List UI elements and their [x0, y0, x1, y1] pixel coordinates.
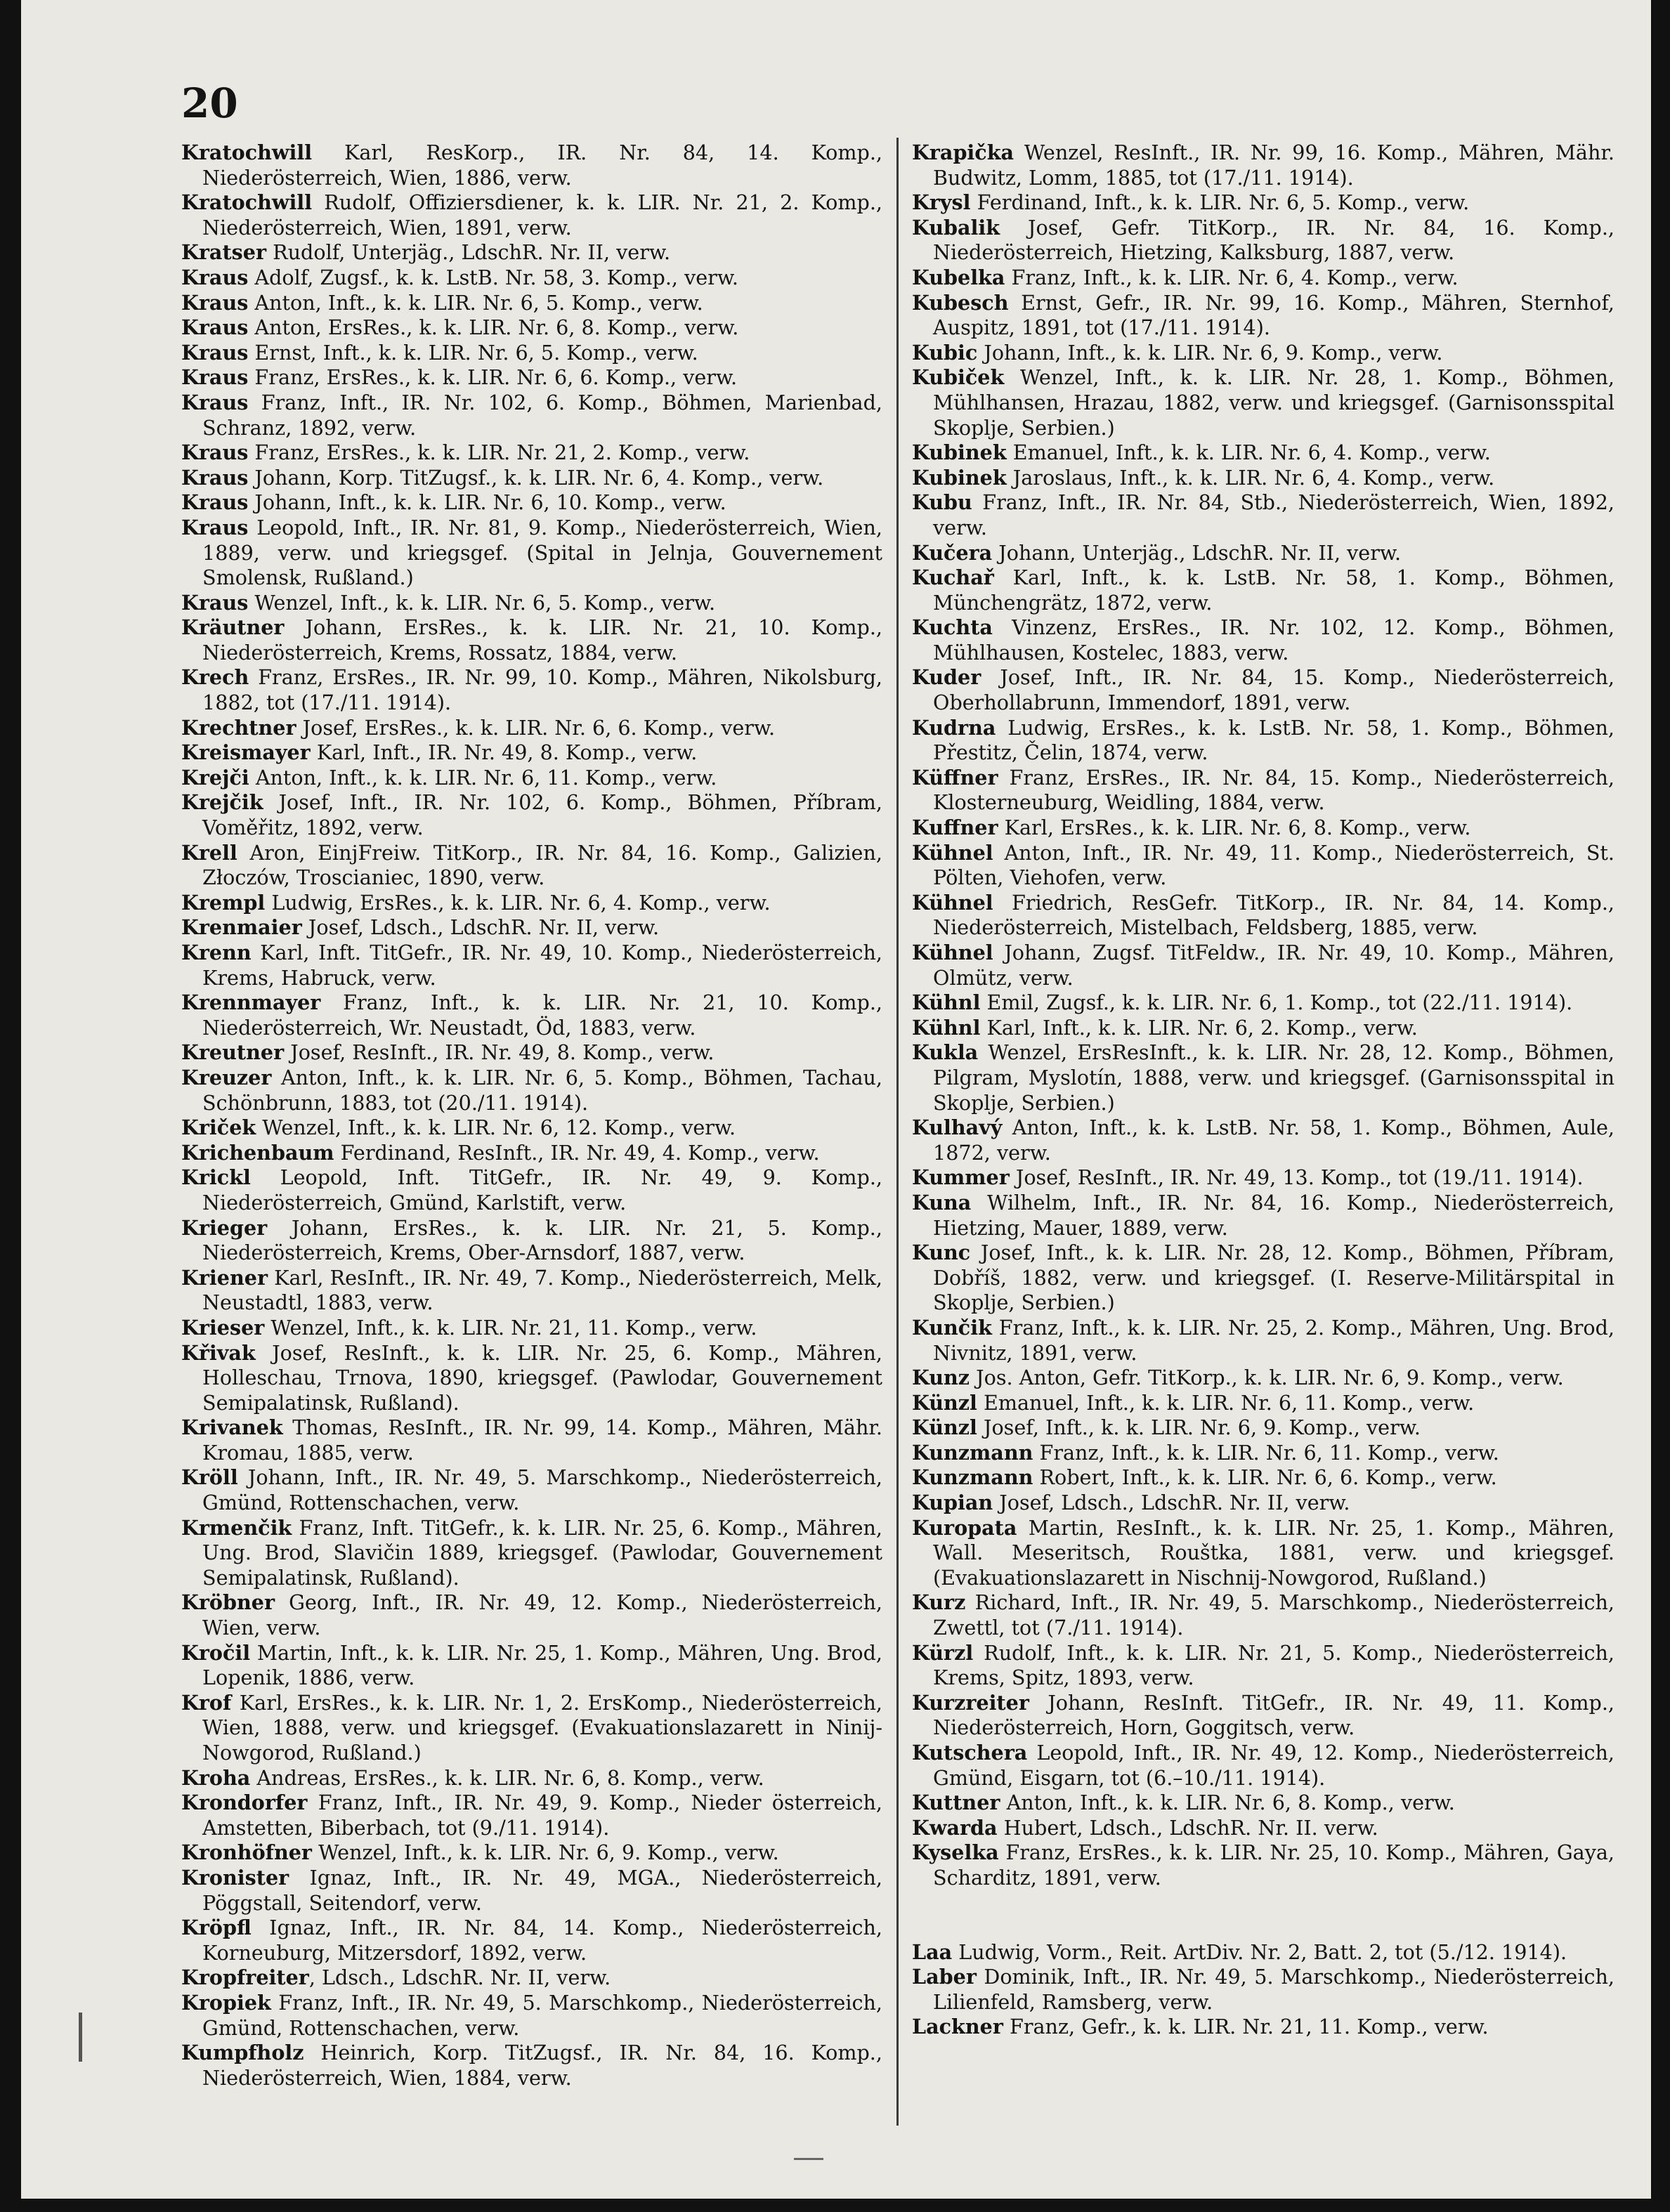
register-entry	[181, 240, 882, 266]
entry-details: Robert, Inft., k. k. LIR. Nr. 6, 6. Komp., verw.	[1033, 1465, 1497, 1490]
entry-surname: Kratochwill	[181, 190, 313, 215]
entry-surname: Kurz	[912, 1590, 966, 1615]
register-entry	[181, 1341, 882, 1416]
entry-details: Emanuel, Inft., k. k. LIR. Nr. 6, 11. Komp., verw.	[977, 1390, 1475, 1415]
register-entry	[181, 615, 882, 665]
entry-surname: Kröbner	[181, 1590, 275, 1615]
entry-surname: Kronhöfner	[181, 1840, 312, 1865]
entry-surname: Kraus	[181, 440, 249, 465]
register-entry	[181, 915, 882, 941]
entry-surname: Krmenčik	[181, 1515, 292, 1540]
entry-details: Adolf, Zugsf., k. k. LstB. Nr. 58, 3. Komp., verw.	[248, 265, 738, 289]
entry-surname: Kroha	[181, 1765, 251, 1790]
entry-surname: Kučera	[912, 540, 993, 565]
entry-details: Anton, Inft., k. k. LIR. Nr. 6, 5. Komp., verw.	[248, 290, 703, 315]
entry-surname: Krof	[181, 1690, 232, 1715]
register-entry	[912, 1415, 1614, 1441]
register-entry	[912, 216, 1614, 266]
entry-details: Rudolf, Offiziersdiener, k. k. LIR. Nr. 21, 2. Komp., Niederösterreich, Wien, 1891, verw.	[202, 190, 882, 240]
entry-details: Leopold, Inft., IR. Nr. 81, 9. Komp., Niederösterreich, Wien, 1889, verw. und kriegsgef. (Spital in Jelnja, Gouvernement Smolensk, Rußland.)	[202, 515, 882, 590]
entry-details: Franz, Inft., k. k. LIR. Nr. 25, 2. Komp., Mähren, Ung. Brod, Nivnitz, 1891, verw.	[933, 1315, 1614, 1365]
entry-surname: Lackner	[912, 2015, 1003, 2039]
entry-surname: Krejčik	[181, 790, 263, 815]
entry-surname: Kraus	[181, 290, 249, 315]
register-entry	[912, 1366, 1614, 1391]
entry-details: Franz, ErsRes., k. k. LIR. Nr. 21, 2. Komp., verw.	[248, 440, 750, 465]
entry-surname: Kreismayer	[181, 740, 311, 765]
entry-surname: Kraus	[181, 340, 249, 365]
entry-details: Ferdinand, Inft., k. k. LIR. Nr. 6, 5. Komp., verw.	[970, 190, 1470, 215]
entry-details: Anton, Inft., k. k. LIR. Nr. 6, 11. Komp., verw.	[249, 765, 717, 790]
register-entry	[912, 1465, 1614, 1491]
entry-surname: Küffner	[912, 765, 998, 790]
register-entry	[912, 615, 1614, 665]
entry-surname: Kunzmann	[912, 1440, 1033, 1465]
register-entry	[181, 391, 882, 440]
entry-surname: Kukla	[912, 1040, 979, 1065]
entry-details: Leopold, Inft. TitGefr., IR. Nr. 49, 9. Komp., Niederösterreich, Gmünd, Karlstift, verw.	[202, 1165, 882, 1215]
entry-surname: Kuropata	[912, 1515, 1017, 1540]
entry-details: Wenzel, Inft., k. k. LIR. Nr. 6, 12. Komp., verw.	[256, 1115, 736, 1140]
entry-surname: Krell	[181, 840, 237, 865]
entry-details: , Ldsch., LdschR. Nr. II, verw.	[308, 1965, 611, 1990]
register-entry	[181, 1066, 882, 1115]
register-entry	[181, 341, 882, 366]
register-entry	[912, 1441, 1614, 1466]
entry-details: Rudolf, Unterjäg., LdschR. Nr. II, verw.	[266, 240, 671, 265]
entry-surname: Kubalik	[912, 215, 1000, 240]
register-entry	[912, 1691, 1614, 1741]
entry-surname: Kunčik	[912, 1315, 992, 1340]
entry-surname: Kriček	[181, 1115, 256, 1140]
entry-surname: Krieger	[181, 1215, 268, 1240]
register-entry	[912, 1165, 1614, 1191]
register-entry	[181, 1991, 882, 2041]
entry-surname: Kröpfl	[181, 1916, 252, 1940]
entry-surname: Kraus	[181, 490, 249, 515]
entry-details: Ignaz, Inft., IR. Nr. 84, 14. Komp., Niederösterreich, Korneuburg, Mitzersdorf, 1892, verw.	[202, 1916, 882, 1965]
entry-surname: Kupian	[912, 1491, 993, 1515]
entry-details: Johann, Inft., IR. Nr. 49, 5. Marschkomp., Niederösterreich, Gmünd, Rottenschachen, verw.	[202, 1465, 882, 1515]
entry-surname: Krieser	[181, 1315, 265, 1340]
entry-surname: Kumpfholz	[181, 2041, 304, 2065]
entry-surname: Kühnel	[912, 840, 993, 865]
entry-surname: Kuffner	[912, 816, 998, 840]
entry-details: Johann, Korp. TitZugsf., k. k. LIR. Nr. 6, 4. Komp., verw.	[248, 465, 824, 490]
entry-details: Johann, ErsRes., k. k. LIR. Nr. 21, 5. Komp., Niederösterreich, Krems, Ober-Arnsdorf, 1887, verw.	[202, 1215, 882, 1265]
register-entry	[181, 291, 882, 316]
entry-details: Karl, ErsRes., k. k. LIR. Nr. 6, 8. Komp., verw.	[998, 816, 1471, 840]
register-entry	[912, 716, 1614, 766]
register-entry	[912, 1791, 1614, 1816]
entry-surname: Kröll	[181, 1465, 238, 1490]
entry-surname: Kraus	[181, 365, 249, 390]
entry-details: Josef, ErsRes., k. k. LIR. Nr. 6, 6. Komp., verw.	[296, 715, 776, 740]
entry-details: Vinzenz, ErsRes., IR. Nr. 102, 12. Komp., Böhmen, Mühlhausen, Kostelec, 1883, verw.	[933, 615, 1614, 665]
entry-surname: Kühnl	[912, 1015, 981, 1040]
entry-details: Ferdinand, ResInft., IR. Nr. 49, 4. Komp., verw.	[334, 1140, 820, 1165]
entry-surname: Kubu	[912, 490, 972, 515]
entry-details: Martin, Inft., k. k. LIR. Nr. 25, 1. Komp., Mähren, Ung. Brod, Lopenik, 1886, verw.	[202, 1640, 882, 1690]
entry-surname: Kreuzer	[181, 1065, 272, 1089]
entry-details: Wenzel, Inft., k. k. LIR. Nr. 6, 9. Komp., verw.	[312, 1840, 779, 1865]
entry-surname: Kräutner	[181, 615, 285, 640]
register-entry	[912, 1641, 1614, 1691]
entry-details: Josef, Ldsch., LdschR. Nr. II, verw.	[301, 915, 660, 940]
register-entry	[912, 1491, 1614, 1516]
register-entry	[912, 1816, 1614, 1841]
entry-surname: Křivak	[181, 1340, 256, 1365]
register-entry	[181, 466, 882, 491]
entry-surname: Kuder	[912, 665, 981, 690]
entry-surname: Krondorfer	[181, 1791, 308, 1815]
entry-surname: Krichenbaum	[181, 1140, 334, 1165]
register-entry	[181, 740, 882, 766]
entry-details: Friedrich, ResGefr. TitKorp., IR. Nr. 84, 14. Komp., Niederösterreich, Mistelbach, Feldsberg, 1885, verw.	[933, 890, 1614, 940]
register-entry	[181, 1141, 882, 1166]
register-entry	[912, 140, 1614, 190]
register-entry	[181, 1516, 882, 1591]
entry-details: Jos. Anton, Gefr. TitKorp., k. k. LIR. Nr. 6, 9. Komp., verw.	[970, 1366, 1564, 1390]
entry-surname: Krickl	[181, 1165, 251, 1190]
register-entry	[912, 1516, 1614, 1591]
register-entry	[181, 1691, 882, 1766]
entry-surname: Krech	[181, 665, 249, 690]
register-entry	[181, 591, 882, 616]
entry-surname: Kubinek	[912, 465, 1007, 490]
entry-details: Johann, Inft., k. k. LIR. Nr. 6, 10. Komp., verw.	[248, 490, 726, 515]
entry-details: Georg, Inft., IR. Nr. 49, 12. Komp., Niederösterreich, Wien, verw.	[202, 1590, 882, 1640]
entry-details: Hubert, Ldsch., LdschR. Nr. II. verw.	[997, 1815, 1378, 1840]
entry-surname: Kronister	[181, 1865, 289, 1890]
entry-surname: Kraus	[181, 265, 249, 289]
entry-surname: Kurzreiter	[912, 1690, 1029, 1715]
entry-surname: Laa	[912, 1939, 953, 1964]
entry-details: Wenzel, ErsResInft., k. k. LIR. Nr. 28, 12. Komp., Böhmen, Pilgram, Myslotín, 1888, verw. und kriegsgef. (Garnisonsspital in Skoplje, Serbien.)	[933, 1040, 1614, 1115]
entry-details: Ludwig, Vorm., Reit. ArtDiv. Nr. 2, Batt. 2, tot (5./12. 1914).	[952, 1939, 1567, 1964]
column-divider	[896, 138, 899, 2126]
entry-surname: Kraus	[181, 315, 249, 340]
entry-surname: Kropfreiter	[181, 1965, 309, 1990]
entry-surname: Krejči	[181, 765, 249, 790]
entry-details: Richard, Inft., IR. Nr. 49, 5. Marschkomp., Niederösterreich, Zwettl, tot (7./11. 1914).	[933, 1590, 1614, 1640]
entry-details: Franz, Inft., k. k. LIR. Nr. 6, 4. Komp., verw.	[1005, 265, 1459, 289]
entry-details: Rudolf, Inft., k. k. LIR. Nr. 21, 5. Komp., Niederösterreich, Krems, Spitz, 1893, verw.	[933, 1640, 1614, 1690]
entry-surname: Kuchta	[912, 615, 993, 640]
entry-surname: Krechtner	[181, 715, 296, 740]
register-entry	[181, 1916, 882, 1965]
register-entry	[181, 1415, 882, 1465]
entry-details: Karl, Inft. TitGefr., IR. Nr. 49, 10. Komp., Niederösterreich, Krems, Habruck, verw.	[202, 941, 882, 990]
entry-details: Josef, Inft., IR. Nr. 102, 6. Komp., Böhmen, Příbram, Voměřitz, 1892, verw.	[202, 790, 882, 840]
entry-surname: Kraus	[181, 590, 249, 615]
entry-surname: Kunzmann	[912, 1465, 1033, 1490]
register-entry	[912, 565, 1614, 615]
entry-surname: Künzl	[912, 1415, 977, 1440]
entry-surname: Kunc	[912, 1241, 971, 1265]
entry-details: Josef, Inft., k. k. LIR. Nr. 28, 12. Komp., Böhmen, Příbram, Dobříš, 1882, verw. und kriegsgef. (I. Reserve-Militärspital in Skoplje, Serbien.)	[933, 1241, 1614, 1315]
entry-details: Josef, Inft., k. k. LIR. Nr. 6, 9. Komp., verw.	[977, 1415, 1421, 1440]
entry-surname: Krempl	[181, 890, 266, 915]
entry-details: Thomas, ResInft., IR. Nr. 99, 14. Komp., Mähren, Mähr. Kromau, 1885, verw.	[202, 1415, 882, 1465]
register-entry	[181, 1866, 882, 1916]
register-entry	[181, 1165, 882, 1215]
entry-surname: Kühnel	[912, 890, 993, 915]
register-entry	[912, 1191, 1614, 1241]
register-entry	[181, 891, 882, 916]
entry-surname: Kročil	[181, 1640, 251, 1665]
register-entry	[912, 1016, 1614, 1041]
entry-details: Emanuel, Inft., k. k. LIR. Nr. 6, 4. Komp., verw.	[1006, 440, 1491, 465]
entry-details: Johann, Zugsf. TitFeldw., IR. Nr. 49, 10. Komp., Mähren, Olmütz, verw.	[933, 941, 1614, 990]
entry-details: Josef, ResInft., IR. Nr. 49, 8. Komp., verw.	[284, 1040, 715, 1065]
entry-details: Karl, ResKorp., IR. Nr. 84, 14. Komp., Niederösterreich, Wien, 1886, verw.	[202, 140, 882, 190]
register-entry	[181, 490, 882, 516]
entry-surname: Kuttner	[912, 1791, 1000, 1815]
entry-details: Karl, ErsRes., k. k. LIR. Nr. 1, 2. ErsKomp., Niederösterreich, Wien, 1888, verw. und kriegsgef. (Evakuationslazarett in Ninij-Nowgorod, Rußland.)	[202, 1690, 882, 1765]
entry-surname: Kulhavý	[912, 1115, 1003, 1140]
entry-details: Andreas, ErsRes., k. k. LIR. Nr. 6, 8. Komp., verw.	[250, 1765, 764, 1790]
register-entry	[181, 2041, 882, 2090]
register-entry	[181, 1465, 882, 1515]
register-entry	[181, 1266, 882, 1316]
entry-surname: Kuchař	[912, 565, 994, 590]
entry-details: Jaroslaus, Inft., k. k. LIR. Nr. 6, 4. Komp., verw.	[1006, 465, 1495, 490]
entry-surname: Kummer	[912, 1165, 1010, 1190]
register-entry	[912, 541, 1614, 566]
entry-details: Martin, ResInft., k. k. LIR. Nr. 25, 1. Komp., Mähren, Wall. Meseritsch, Rouštka, 1881, verw. und kriegsgef. (Evakuationslazarett in Nischnij-Nowgorod, Rußland.)	[933, 1515, 1614, 1590]
register-entry	[912, 490, 1614, 540]
register-entry	[912, 990, 1614, 1016]
entry-surname: Krysl	[912, 190, 971, 215]
entry-details: Franz, ErsRes., k. k. LIR. Nr. 25, 10. Komp., Mähren, Gaya, Scharditz, 1891, verw.	[933, 1840, 1614, 1890]
entry-details: Ludwig, ErsRes., k. k. LstB. Nr. 58, 1. Komp., Böhmen, Přestitz, Čelin, 1874, verw.	[933, 715, 1614, 765]
entry-details: Wilhelm, Inft., IR. Nr. 84, 16. Komp., Niederösterreich, Hietzing, Mauer, 1889, verw.	[933, 1190, 1614, 1240]
entry-details: Franz, Gefr., k. k. LIR. Nr. 21, 11. Komp., verw.	[1003, 2015, 1489, 2039]
register-entry	[181, 1840, 882, 1866]
entry-details: Josef, Inft., IR. Nr. 84, 15. Komp., Niederösterreich, Oberhollabrunn, Immendorf, 1891, verw.	[933, 665, 1614, 715]
section-gap	[912, 1891, 1614, 1940]
entry-surname: Krenn	[181, 941, 252, 964]
register-entry	[181, 1791, 882, 1840]
entry-details: Johann, Unterjäg., LdschR. Nr. II, verw.	[992, 540, 1402, 565]
entry-details: Ernst, Inft., k. k. LIR. Nr. 6, 5. Komp., verw.	[248, 340, 698, 365]
entry-details: Aron, EinjFreiw. TitKorp., IR. Nr. 84, 16. Komp., Galizien, Złoczów, Troscianiec, 1890, verw.	[202, 840, 882, 890]
entry-details: Franz, ErsRes., IR. Nr. 84, 15. Komp., Niederösterreich, Klosterneuburg, Weidling, 1884, verw.	[933, 765, 1614, 815]
entry-surname: Kuna	[912, 1190, 972, 1215]
register-entry	[912, 1590, 1614, 1640]
entry-surname: Krapička	[912, 140, 1015, 164]
entry-details: Wenzel, Inft., k. k. LIR. Nr. 6, 5. Komp., verw.	[248, 590, 716, 615]
entry-details: Josef, Ldsch., LdschR. Nr. II, verw.	[993, 1491, 1350, 1515]
entry-details: Leopold, Inft., IR. Nr. 49, 12. Komp., Niederösterreich, Gmünd, Eisgarn, tot (6.–10./11. 1914).	[933, 1741, 1614, 1790]
entry-surname: Krenmaier	[181, 915, 302, 940]
entry-surname: Kreutner	[181, 1040, 285, 1065]
entry-details: Franz, Inft., IR. Nr. 49, 9. Komp., Nieder österreich, Amstetten, Biberbach, tot (9./11. 1914).	[202, 1791, 882, 1840]
entry-details: Franz, Inft., IR. Nr. 84, Stb., Niederösterreich, Wien, 1892, verw.	[933, 490, 1614, 539]
register-entry	[912, 1965, 1614, 2015]
entry-details: Ludwig, ErsRes., k. k. LIR. Nr. 6, 4. Komp., verw.	[265, 890, 771, 915]
entry-details: Karl, ResInft., IR. Nr. 49, 7. Komp., Niederösterreich, Melk, Neustadtl, 1883, verw.	[202, 1265, 882, 1315]
entry-details: Josef, ResInft., IR. Nr. 49, 13. Komp., tot (19./11. 1914).	[1009, 1165, 1584, 1190]
entry-surname: Kubiček	[912, 365, 1005, 390]
entry-details: Franz, Inft., IR. Nr. 49, 5. Marschkomp., Niederösterreich, Gmünd, Rottenschachen, verw.	[202, 1990, 882, 2040]
register-entry	[912, 841, 1614, 891]
entry-surname: Kyselka	[912, 1840, 999, 1865]
entry-details: Karl, Inft., IR. Nr. 49, 8. Komp., verw.	[310, 740, 698, 765]
entry-surname: Kubelka	[912, 265, 1005, 289]
document-page	[21, 0, 1651, 2199]
entry-details: Franz, Inft., IR. Nr. 102, 6. Komp., Böhmen, Marienbad, Schranz, 1892, verw.	[202, 390, 882, 440]
entry-surname: Kürzl	[912, 1640, 974, 1665]
register-entry	[181, 440, 882, 466]
entry-surname: Krennmayer	[181, 990, 321, 1015]
register-entry	[181, 1965, 882, 1991]
entry-details: Anton, Inft., IR. Nr. 49, 11. Komp., Niederösterreich, St. Pölten, Viehofen, verw.	[933, 840, 1614, 890]
register-entry	[912, 2015, 1614, 2040]
register-entry	[181, 1040, 882, 1066]
entry-details: Dominik, Inft., IR. Nr. 49, 5. Marschkomp., Niederösterreich, Lilienfeld, Ramsberg, verw.	[933, 1965, 1614, 2014]
entry-surname: Laber	[912, 1965, 977, 1989]
register-entry	[912, 1840, 1614, 1890]
register-entry	[181, 790, 882, 840]
register-entry	[912, 1316, 1614, 1366]
entry-details: Franz, ErsRes., k. k. LIR. Nr. 6, 6. Komp., verw.	[248, 365, 738, 390]
entry-surname: Kraus	[181, 515, 249, 539]
register-entry	[912, 365, 1614, 440]
entry-details: Wenzel, Inft., k. k. LIR. Nr. 28, 1. Komp., Böhmen, Mühlhansen, Hrazau, 1882, verw. und kriegsgef. (Garnisonsspital Skoplje, Serbien.)	[933, 365, 1614, 440]
entry-details: Franz, ErsRes., IR. Nr. 99, 10. Komp., Mähren, Nikolsburg, 1882, tot (17./11. 1914).	[202, 665, 882, 715]
register-entry	[181, 315, 882, 341]
register-entry	[181, 841, 882, 891]
entry-details: Josef, Gefr. TitKorp., IR. Nr. 84, 16. Komp., Niederösterreich, Hietzing, Kalksburg, 1887, verw.	[933, 215, 1614, 265]
entry-details: Franz, Inft., k. k. LIR. Nr. 21, 10. Komp., Niederösterreich, Wr. Neustadt, Öd, 1883, verw.	[202, 990, 882, 1040]
entry-surname: Kudrna	[912, 715, 996, 740]
register-entry	[912, 1115, 1614, 1165]
register-entry	[181, 1115, 882, 1141]
entry-details: Emil, Zugsf., k. k. LIR. Nr. 6, 1. Komp., tot (22./11. 1914).	[980, 990, 1573, 1015]
register-entry	[181, 1316, 882, 1341]
entry-details: Anton, ErsRes., k. k. LIR. Nr. 6, 8. Komp., verw.	[248, 315, 739, 340]
register-entry	[181, 665, 882, 715]
entry-details: Anton, Inft., k. k. LIR. Nr. 6, 8. Komp., verw.	[1000, 1791, 1455, 1815]
register-entry	[912, 291, 1614, 341]
entry-surname: Kubesch	[912, 290, 1009, 315]
register-entry	[912, 440, 1614, 466]
entry-details: Johann, Inft., k. k. LIR. Nr. 6, 9. Komp., verw.	[977, 340, 1443, 365]
entry-details: Anton, Inft., k. k. LstB. Nr. 58, 1. Komp., Böhmen, Aule, 1872, verw.	[933, 1115, 1614, 1165]
entry-surname: Kropiek	[181, 1990, 271, 2015]
register-entry	[181, 140, 882, 190]
register-entry	[912, 266, 1614, 291]
entry-details: Heinrich, Korp. TitZugsf., IR. Nr. 84, 16. Komp., Niederösterreich, Wien, 1884, verw.	[202, 2041, 882, 2090]
entry-details: Ignaz, Inft., IR. Nr. 49, MGA., Niederösterreich, Pöggstall, Seitendorf, verw.	[202, 1865, 882, 1915]
binding-mark	[79, 2013, 82, 2062]
entry-surname: Kühnl	[912, 990, 981, 1015]
entry-details: Ernst, Gefr., IR. Nr. 99, 16. Komp., Mähren, Sternhof, Auspitz, 1891, tot (17./11. 1914).	[933, 290, 1614, 340]
register-entry	[181, 365, 882, 391]
register-entry	[181, 1641, 882, 1691]
entry-details: Karl, Inft., k. k. LstB. Nr. 58, 1. Komp., Böhmen, Münchengrätz, 1872, verw.	[933, 565, 1614, 615]
register-entry	[181, 266, 882, 291]
page-number: 20	[181, 79, 238, 127]
entry-details: Wenzel, Inft., k. k. LIR. Nr. 21, 11. Komp., verw.	[264, 1315, 757, 1340]
entry-details: Josef, ResInft., k. k. LIR. Nr. 25, 6. Komp., Mähren, Holleschau, Trnova, 1890, kriegsgef. (Pawlodar, Gouvernement Semipalatinsk, Rußland).	[202, 1340, 882, 1415]
register-entry	[181, 941, 882, 990]
entry-surname: Kühnel	[912, 941, 993, 964]
register-entry	[181, 190, 882, 240]
entry-details: Karl, Inft., k. k. LIR. Nr. 6, 2. Komp., verw.	[980, 1015, 1418, 1040]
register-entry	[181, 516, 882, 591]
register-entry	[181, 1216, 882, 1266]
register-entry	[912, 1040, 1614, 1115]
register-entry	[912, 891, 1614, 941]
register-entry	[912, 190, 1614, 216]
register-entry	[181, 1766, 882, 1791]
register-entry	[912, 941, 1614, 990]
entry-details: Johann, ResInft. TitGefr., IR. Nr. 49, 11. Komp., Niederösterreich, Horn, Goggitsch, verw.	[933, 1690, 1614, 1740]
entry-surname: Kriener	[181, 1265, 268, 1290]
entry-surname: Kubinek	[912, 440, 1007, 465]
register-entry	[912, 665, 1614, 715]
entry-surname: Künzl	[912, 1390, 977, 1415]
register-entry	[181, 716, 882, 741]
entry-details: Wenzel, ResInft., IR. Nr. 99, 16. Komp., Mähren, Mähr. Budwitz, Lomm, 1885, tot (17./11. 1914).	[933, 140, 1614, 190]
register-entry	[181, 1590, 882, 1640]
entry-details: Johann, ErsRes., k. k. LIR. Nr. 21, 10. Komp., Niederösterreich, Krems, Rossatz, 1884, verw.	[202, 615, 882, 665]
register-entry	[181, 766, 882, 791]
register-entry	[912, 1391, 1614, 1416]
entry-details: Anton, Inft., k. k. LIR. Nr. 6, 5. Komp., Böhmen, Tachau, Schönbrunn, 1883, tot (20./11. 1914).	[202, 1065, 882, 1115]
register-entry	[912, 341, 1614, 366]
entry-surname: Kratochwill	[181, 140, 313, 164]
left-column	[181, 140, 882, 2090]
entry-details: Franz, Inft., k. k. LIR. Nr. 6, 11. Komp., verw.	[1033, 1440, 1499, 1465]
entry-details: Franz, Inft. TitGefr., k. k. LIR. Nr. 25, 6. Komp., Mähren, Ung. Brod, Slavičin 1889, kriegsgef. (Pawlodar, Gouvernement Semipalatinsk, Rußland).	[202, 1515, 882, 1590]
right-column	[912, 140, 1614, 2040]
entry-surname: Kunz	[912, 1366, 970, 1390]
scan-mark	[794, 2158, 823, 2160]
entry-surname: Kubic	[912, 340, 978, 365]
register-entry	[912, 816, 1614, 841]
register-entry	[181, 990, 882, 1040]
entry-surname: Kratser	[181, 240, 267, 265]
entry-surname: Kraus	[181, 390, 249, 414]
entry-surname: Kraus	[181, 465, 249, 490]
entry-surname: Krivanek	[181, 1415, 283, 1440]
register-entry	[912, 466, 1614, 491]
entry-surname: Kutschera	[912, 1741, 1028, 1765]
register-entry	[912, 1940, 1614, 1965]
entry-surname: Kwarda	[912, 1815, 998, 1840]
register-entry	[912, 1241, 1614, 1316]
register-entry	[912, 766, 1614, 816]
register-entry	[912, 1741, 1614, 1791]
